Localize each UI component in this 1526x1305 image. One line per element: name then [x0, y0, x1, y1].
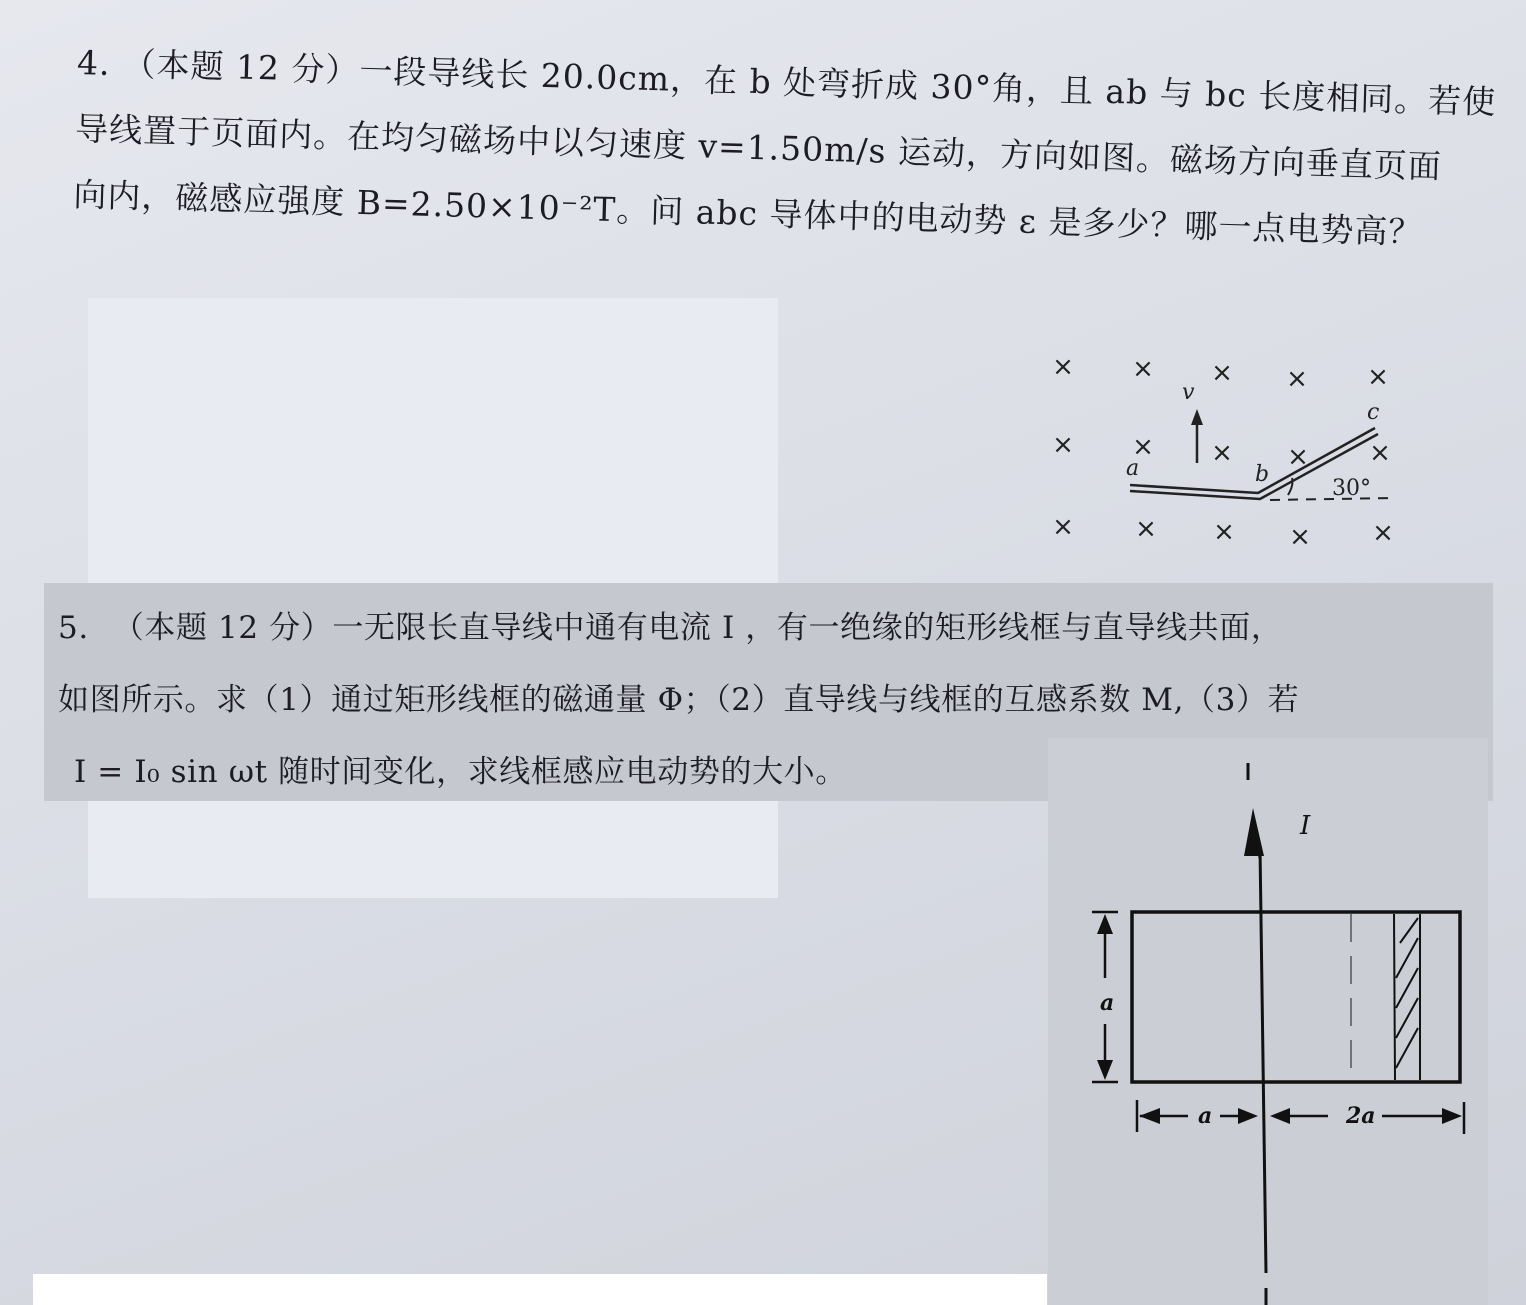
problem-4-line-2: 导线置于页面内。在均匀磁场中以匀速度 v=1.50m/s 运动，方向如图。磁场方向垂直页面 — [74, 108, 1443, 187]
label-height: a — [1100, 990, 1115, 1016]
cross-mark: × — [1289, 522, 1311, 552]
cross-mark: × — [1211, 438, 1233, 468]
cross-mark: × — [1211, 358, 1233, 388]
problem-5-line-1 — [58, 592, 1488, 664]
problem-5-number: 5. — [58, 610, 89, 646]
label-angle: 30° — [1332, 476, 1371, 501]
cross-mark: × — [1052, 430, 1074, 460]
hatched-strip — [1394, 914, 1420, 1080]
label-left-width: a — [1198, 1103, 1213, 1129]
problem-4-figure — [1030, 335, 1430, 565]
velocity-arrow — [1191, 409, 1203, 463]
rectangular-frame — [1132, 912, 1460, 1082]
bottom-strip — [33, 1274, 1047, 1305]
cross-mark: × — [1135, 514, 1157, 544]
label-a: a — [1126, 456, 1140, 481]
label-c: c — [1367, 400, 1380, 425]
cross-mark: × — [1052, 352, 1074, 382]
cross-mark: × — [1132, 432, 1154, 462]
label-v: v — [1182, 380, 1195, 405]
cross-mark: × — [1287, 442, 1309, 472]
cross-mark: × — [1052, 512, 1074, 542]
cross-mark: × — [1367, 362, 1389, 392]
problem-4-line-3: 向内，磁感应强度 B=2.50×10⁻²T。问 abc 导体中的电动势 ε 是多少？哪一点电势高？ — [72, 174, 1423, 252]
cross-mark: × — [1369, 438, 1391, 468]
problem-4-line-1-text: （本题 12 分）一段导线长 20.0cm，在 b 处弯折成 30°角，且 ab 与 bc 长度相同。若使 — [122, 44, 1497, 122]
problem-5-line-1-text: （本题 12 分）一无限长直导线中通有电流 I ，有一绝缘的矩形线框与直导线共面， — [112, 610, 1283, 646]
label-I: I — [1300, 811, 1311, 841]
problem-5-line-3: I = I₀ sin ωt 随时间变化，求线框感应电动势的大小。 — [74, 754, 847, 790]
problem-5-line-2: 如图所示。求（1）通过矩形线框的磁通量 Φ；（2）直导线与线框的互感系数 M,（3）若 — [58, 682, 1300, 718]
cross-mark: × — [1213, 517, 1235, 547]
label-right-width: 2a — [1346, 1103, 1376, 1129]
problem-4-number: 4. — [76, 42, 112, 83]
cross-mark: × — [1286, 364, 1308, 394]
width-dimension — [1137, 1100, 1464, 1134]
current-arrow — [1244, 808, 1264, 856]
problem-5-figure — [1048, 738, 1488, 1305]
cross-mark: × — [1132, 354, 1154, 384]
angle-arc — [1288, 478, 1293, 495]
cross-mark: × — [1372, 518, 1394, 548]
problem-4 — [72, 30, 1497, 266]
label-b: b — [1255, 462, 1270, 487]
